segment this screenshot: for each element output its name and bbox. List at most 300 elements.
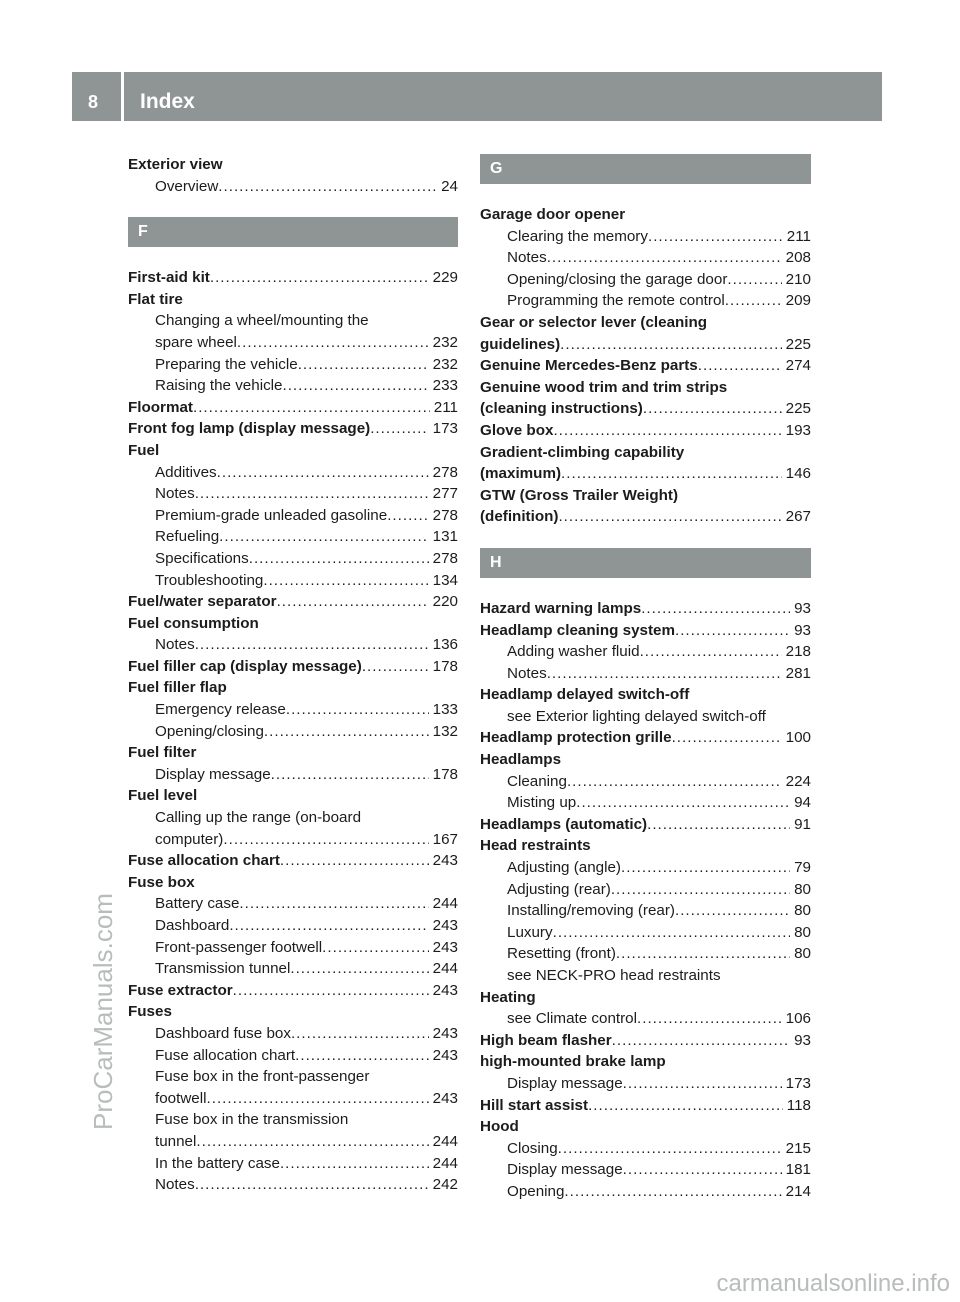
dot-leader [291,1023,429,1045]
entry-label: Adjusting (angle) [507,859,621,877]
entry-label: Headlamps (automatic) [480,815,648,833]
entry-label: Notes [507,249,547,267]
page-reference: 134 [432,571,458,589]
entry-label: Preparing the vehicle [155,355,298,373]
index-subentry [128,958,458,980]
index-entry [480,835,811,857]
dot-leader [623,1159,782,1181]
index-subentry [128,721,458,743]
index-column-right [480,154,811,1203]
index-subentry [480,226,811,248]
dot-leader [277,591,429,613]
dot-leader [280,850,429,872]
page-reference: 208 [785,249,811,267]
dot-leader [217,462,429,484]
entry-label: Floormat [128,398,193,416]
index-subentry [128,634,458,656]
entry-label: Opening/closing [155,722,264,740]
page-reference: 243 [432,981,458,999]
index-entry [128,677,458,699]
entry-label: see Exterior lighting delayed switch-off [507,707,766,725]
entry-label: Display message [155,765,271,783]
page-reference: 91 [794,815,811,833]
index-subentry [480,641,811,663]
spacer [480,578,811,598]
index-subentry [480,922,811,944]
page-reference: 146 [785,465,811,483]
index-entry [480,814,811,836]
index-entry [480,334,811,356]
entry-label: (maximum) [480,465,562,483]
index-subentry [480,269,811,291]
dot-leader [643,398,782,420]
index-subentry [128,570,458,592]
dot-leader [233,980,429,1002]
entry-label: (cleaning instructions) [480,400,643,418]
index-subentry [480,965,811,987]
index-entry [128,440,458,462]
dot-leader [621,857,790,879]
page-reference: 277 [432,485,458,503]
page-reference: 79 [794,859,811,877]
dot-leader [207,1088,429,1110]
index-entry [128,418,458,440]
entry-label: Headlamp protection grille [480,729,672,747]
entry-label: Fuse box [128,873,195,891]
spacer [128,197,458,217]
dot-leader [547,663,782,685]
index-entry [480,204,811,226]
entry-label: Luxury [507,923,553,941]
entry-label: Notes [155,485,195,503]
dot-leader [698,355,782,377]
page-reference: 209 [785,292,811,310]
index-subentry [480,706,811,728]
dot-leader [558,506,781,528]
index-subentry [128,375,458,397]
index-subentry [128,1088,458,1110]
index-subentry [128,354,458,376]
index-subentry [128,483,458,505]
index-subentry [480,1073,811,1095]
spacer [128,247,458,267]
spacer [480,184,811,204]
index-subentry [128,915,458,937]
page-reference: 244 [432,960,458,978]
dot-leader [195,1174,429,1196]
index-entry [480,485,811,507]
dot-leader [362,656,429,678]
index-entry [480,620,811,642]
index-subentry [480,857,811,879]
index-entry [480,1051,811,1073]
index-entry [128,742,458,764]
page-reference: 225 [785,400,811,418]
entry-label: Garage door opener [480,206,626,223]
dot-leader [282,375,428,397]
entry-label: Misting up [507,794,577,812]
entry-label: Raising the vehicle [155,377,283,395]
page-reference: 24 [441,177,458,195]
entry-label: Flat tire [128,290,183,308]
index-subentry [480,247,811,269]
page-reference: 136 [432,636,458,654]
page-reference: 173 [785,1074,811,1092]
page-reference: 243 [432,917,458,934]
page-reference: 106 [785,1010,811,1028]
page-reference: 243 [432,1046,458,1064]
page-reference: 220 [432,593,458,611]
index-subentry [480,1008,811,1030]
entry-label: Troubleshooting [155,571,264,589]
index-entry [480,442,811,464]
page-reference: 244 [432,1132,458,1150]
index-subentry [128,1131,458,1153]
dot-leader [195,634,429,656]
entry-label: Hood [480,1118,519,1136]
page-reference: 229 [432,269,458,287]
dot-leader [370,418,428,440]
index-subentry [128,1153,458,1175]
dot-leader [223,829,428,851]
index-entry [128,397,458,419]
page-reference: 244 [432,1154,458,1172]
entry-label: Opening/closing the garage door [507,270,728,288]
page-reference: 278 [432,463,458,481]
index-subentry [128,332,458,354]
index-entry [128,785,458,807]
page-reference: 242 [432,1176,458,1194]
page-reference: 281 [785,664,811,682]
index-subentry [128,310,458,332]
index-entry [128,1001,458,1023]
entry-label: Closing [507,1139,558,1157]
page-reference: 211 [786,227,811,245]
dot-leader [616,943,790,965]
index-entry [480,684,811,706]
page-reference: 167 [432,830,458,848]
dot-leader [561,463,782,485]
entry-label: Headlamp delayed switch-off [480,686,690,704]
dot-leader [210,267,429,289]
page-reference: 118 [786,1096,811,1114]
entry-label: Gradient-climbing capability [480,443,685,461]
entry-label: High beam flasher [480,1031,612,1049]
page-reference: 211 [433,398,458,416]
section-letter-f: F [128,217,458,247]
entry-label: Specifications [155,549,249,567]
index-entry [128,289,458,311]
dot-leader [623,1073,782,1095]
index-subentry [480,663,811,685]
page-reference: 244 [432,895,458,913]
entry-label: guidelines) [480,335,561,353]
entry-label: Display message [507,1161,623,1179]
page-reference: 94 [794,794,811,812]
index-entry [480,987,811,1009]
index-entry [128,591,458,613]
index-subentry [128,1066,458,1088]
page-header [72,72,882,121]
index-subentry [128,548,458,570]
entry-label: Adding washer fluid [507,643,640,661]
page-reference: 80 [794,945,811,963]
page-reference: 218 [785,643,811,661]
entry-label: Cleaning [507,772,567,790]
dot-leader [387,505,428,527]
dot-leader [640,641,782,663]
page-reference: 80 [794,880,811,898]
dot-leader [558,1138,782,1160]
page-reference: 278 [432,549,458,567]
entry-label: Headlamps [480,751,562,769]
dot-leader [280,1153,429,1175]
dot-leader [560,334,781,356]
entry-label: computer) [155,830,224,848]
dot-leader [547,247,782,269]
index-entry [480,1116,811,1138]
index-entry [480,1095,811,1117]
index-subentry [128,1023,458,1045]
index-subentry [128,462,458,484]
index-entry [480,312,811,334]
page-number: 8 [72,72,124,121]
index-subentry [480,879,811,901]
entry-label: Notes [155,1176,195,1194]
dot-leader [637,1008,782,1030]
dot-leader [612,1030,790,1052]
page-reference: 214 [785,1182,811,1200]
entry-label: Fuse extractor [128,981,233,999]
index-subentry [128,176,458,198]
index-subentry [480,1138,811,1160]
entry-label: Fuse box in the front-passenger [155,1068,370,1086]
dot-leader [193,397,430,419]
entry-label: Opening [507,1182,565,1200]
entry-label: (definition) [480,508,559,526]
bottom-watermark: carmanualsonline.info [716,1270,950,1297]
entry-label: Glove box [480,421,554,439]
spacer [480,528,811,548]
index-subentry [128,807,458,829]
dot-leader [298,354,429,376]
dot-leader [611,879,790,901]
index-subentry [128,764,458,786]
section-letter-g: G [480,154,811,184]
page-title: Index [140,90,195,113]
entry-label: Exterior view [128,156,223,173]
side-watermark: ProCarManuals.com [88,893,118,1130]
entry-label: Additives [155,463,217,481]
index-entry [480,1030,811,1052]
entry-label: high-mounted brake lamp [480,1053,666,1071]
entry-label: Fuel consumption [128,614,259,632]
index-subentry [480,792,811,814]
entry-label: Dashboard [155,917,230,934]
entry-label: Fuse allocation chart [155,1046,296,1064]
index-subentry [128,505,458,527]
index-subentry [128,699,458,721]
entry-label: Premium-grade unleaded gasoline [155,506,388,524]
entry-label: see NECK-PRO head restraints [507,967,721,984]
index-subentry [128,893,458,915]
page-reference: 224 [785,772,811,790]
index-subentry [128,526,458,548]
page-reference: 243 [432,852,458,870]
dot-leader [567,771,782,793]
dot-leader [196,1131,428,1153]
dot-leader [239,893,428,915]
entry-label: Clearing the memory [507,227,648,245]
entry-label: Calling up the range (on-board [155,809,362,827]
page-reference: 93 [794,599,811,617]
entry-label: Fuses [128,1003,172,1021]
entry-label: see Climate control [507,1010,637,1028]
entry-label: Fuel filler cap (display message) [128,657,362,675]
dot-leader [264,721,429,743]
page-reference: 100 [785,729,811,747]
page-reference: 178 [432,657,458,675]
entry-label: Fuel level [128,787,198,805]
page-reference: 193 [785,421,811,439]
page-reference: 210 [785,270,811,288]
page-reference: 233 [432,377,458,395]
entry-label: Headlamp cleaning system [480,621,675,639]
index-subentry [480,290,811,312]
index-entry [480,749,811,771]
entry-label: Transmission tunnel [155,960,291,978]
index-subentry [480,1159,811,1181]
index-entry [480,398,811,420]
index-entry [128,613,458,635]
dot-leader [564,1181,781,1203]
index-entry [480,506,811,528]
page-reference: 243 [432,1024,458,1042]
entry-label: Adjusting (rear) [507,880,611,898]
index-subentry [128,1174,458,1196]
index-subentry [480,943,811,965]
page-reference: 278 [432,506,458,524]
index-entry [128,656,458,678]
entry-label: In the battery case [155,1154,280,1172]
dot-leader [675,900,790,922]
dot-leader [641,598,790,620]
entry-label: tunnel [155,1132,197,1150]
entry-label: Programming the remote control [507,292,725,310]
entry-label: Fuel/water separator [128,593,277,611]
index-entry [480,598,811,620]
entry-label: Notes [507,664,547,682]
entry-label: Front fog lamp (display message) [128,420,371,438]
index-subentry [128,1109,458,1131]
entry-label: Installing/removing (rear) [507,902,675,920]
dot-leader [648,226,783,248]
dot-leader [675,620,790,642]
entry-label: First-aid kit [128,269,210,287]
dot-leader [218,176,437,198]
index-entry [480,355,811,377]
page-reference: 178 [432,765,458,783]
dot-leader [725,290,782,312]
page-reference: 267 [785,508,811,526]
index-subentry [480,771,811,793]
index-subentry [128,1045,458,1067]
page-reference: 225 [785,335,811,353]
dot-leader [263,570,428,592]
dot-leader [576,792,790,814]
dot-leader [553,922,791,944]
page-reference: 133 [432,701,458,719]
entry-label: spare wheel [155,333,237,351]
entry-label: Resetting (front) [507,945,616,963]
entry-label: Battery case [155,895,240,913]
page-reference: 232 [432,355,458,373]
entry-label: Emergency release [155,701,286,719]
page-reference: 93 [794,1031,811,1049]
index-subentry [128,937,458,959]
index-entry [480,463,811,485]
page-reference: 173 [432,420,458,438]
dot-leader [237,332,429,354]
entry-label: Hill start assist [480,1096,589,1114]
dot-leader [322,937,429,959]
dot-leader [219,526,428,548]
dot-leader [553,420,781,442]
page-reference: 243 [432,938,458,956]
entry-label: Fuse allocation chart [128,852,280,870]
index-subentry [480,900,811,922]
index-subentry [480,1181,811,1203]
entry-label: Fuel [128,441,160,459]
dot-leader [290,958,428,980]
page-reference: 132 [432,722,458,740]
entry-label: footwell [155,1089,207,1107]
entry-label: Genuine wood trim and trim strips [480,378,728,396]
index-entry [480,420,811,442]
entry-label: Head restraints [480,837,591,855]
entry-label: Gear or selector lever (cleaning [480,313,708,331]
dot-leader [195,483,429,505]
section-letter-h: H [480,548,811,578]
index-column-left [128,154,458,1196]
entry-label: Overview [155,177,219,195]
entry-label: Genuine Mercedes-Benz parts [480,357,698,375]
page-reference: 181 [785,1161,811,1179]
entry-label: Changing a wheel/mounting the [155,312,369,330]
entry-label: Front-passenger footwell [155,938,323,956]
dot-leader [588,1095,783,1117]
entry-label: Dashboard fuse box [155,1024,291,1042]
index-entry [128,267,458,289]
page-reference: 80 [794,902,811,920]
page-reference: 243 [432,1089,458,1107]
index-subentry [128,829,458,851]
index-entry [480,727,811,749]
dot-leader [229,915,428,937]
dot-leader [672,727,782,749]
dot-leader [249,548,429,570]
dot-leader [271,764,429,786]
page-reference: 274 [785,357,811,375]
index-entry [480,377,811,399]
entry-label: Display message [507,1074,623,1092]
entry-label: Hazard warning lamps [480,599,642,617]
page-reference: 93 [794,621,811,639]
entry-label: Notes [155,636,195,654]
dot-leader [647,814,790,836]
dot-leader [295,1045,429,1067]
page-reference: 215 [785,1139,811,1157]
